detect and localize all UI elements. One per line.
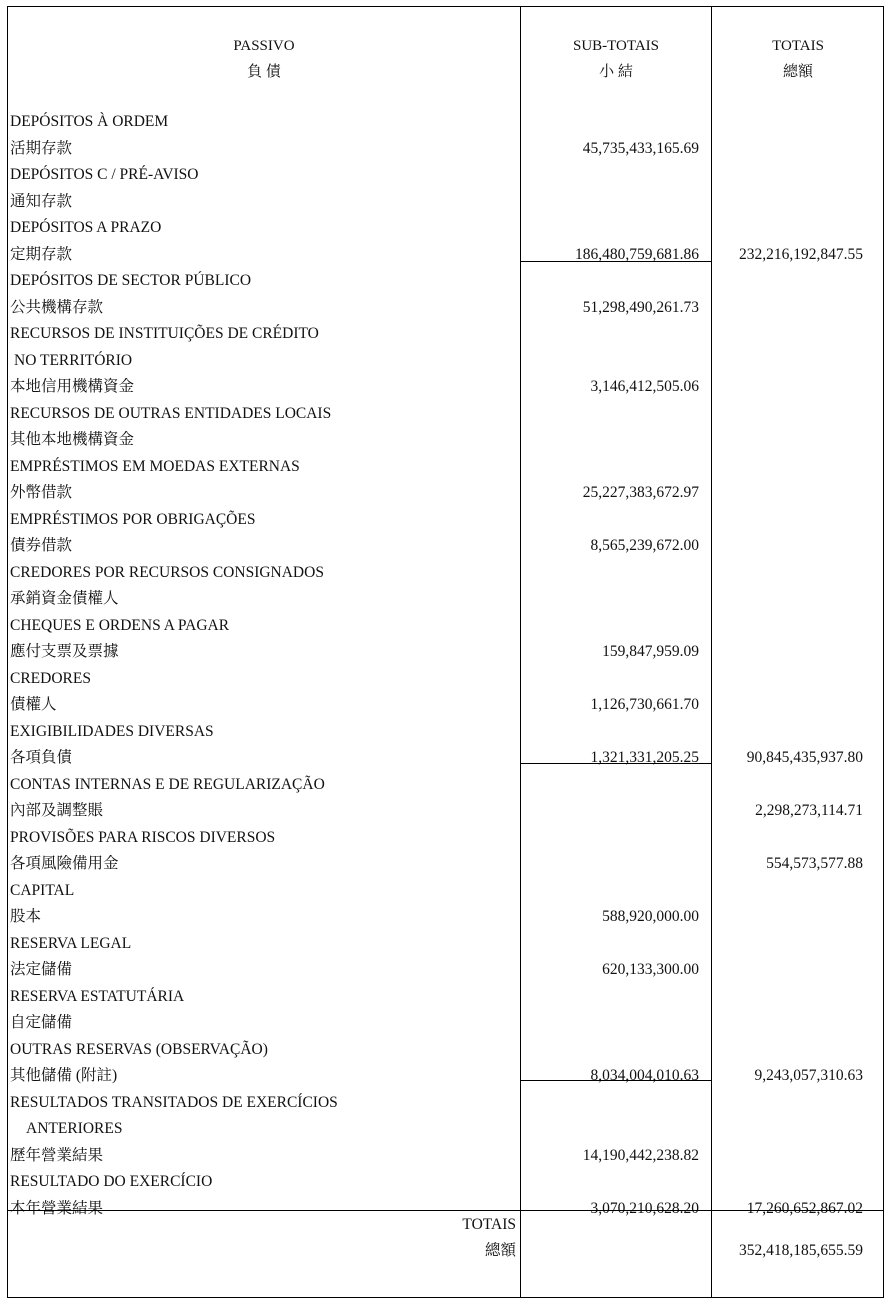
- row-label: 通知存款: [10, 193, 73, 210]
- table-row: [0, 507, 892, 533]
- total-value: 232,216,192,847.55: [739, 246, 863, 263]
- row-label: 債券借款: [10, 537, 73, 554]
- row-label: 活期存款: [10, 140, 73, 157]
- row-label: CREDORES POR RECURSOS CONSIGNADOS: [10, 564, 324, 581]
- row-label: CONTAS INTERNAS E DE REGULARIZAÇÃO: [10, 776, 325, 793]
- row-label: NO TERRITÓRIO: [14, 352, 133, 369]
- row-label: 應付支票及票據: [10, 643, 119, 660]
- row-label: 承銷資金債權人: [10, 590, 119, 607]
- table-row: [0, 401, 892, 427]
- header-passivo: [8, 33, 520, 85]
- total-value: 554,573,577.88: [766, 855, 863, 872]
- table-row: [0, 984, 892, 1010]
- subtotal-value: 3,070,210,628.20: [590, 1200, 699, 1217]
- table-row: [0, 931, 892, 957]
- row-label: DEPÓSITOS C / PRÉ-AVISO: [10, 166, 199, 183]
- row-label: RESERVA ESTATUTÁRIA: [10, 988, 185, 1005]
- header-passivo-pt: PASSIVO: [233, 38, 295, 54]
- subtotal-value: 3,146,412,505.06: [590, 378, 699, 395]
- table-row: [0, 560, 892, 586]
- table-row: [0, 878, 892, 904]
- row-label: 其他儲備 (附註): [10, 1067, 118, 1084]
- table-row: [0, 533, 892, 559]
- subtotal-value: 159,847,959.09: [602, 643, 699, 660]
- subtotal-value: 25,227,383,672.97: [582, 484, 699, 501]
- table-row: [0, 639, 892, 665]
- table-row: [0, 1037, 892, 1063]
- table-row: [0, 1196, 892, 1222]
- row-label: DEPÓSITOS DE SECTOR PÚBLICO: [10, 272, 252, 289]
- table-row: [0, 136, 892, 162]
- row-label: 定期存款: [10, 246, 73, 263]
- table-row: [0, 189, 892, 215]
- total-value: 17,260,652,867.02: [746, 1200, 863, 1217]
- table-row: [0, 215, 892, 241]
- table-row: [0, 374, 892, 400]
- header-subtotais-pt: SUB-TOTAIS: [572, 38, 660, 54]
- table-row: [0, 321, 892, 347]
- rule-line: [521, 261, 711, 262]
- table-row: [0, 1116, 892, 1142]
- table-row: [0, 109, 892, 135]
- table-row: [0, 268, 892, 294]
- table-row: [0, 1143, 892, 1169]
- table-row: [0, 745, 892, 771]
- row-label: 法定儲備: [10, 961, 73, 978]
- row-label: RESERVA LEGAL: [10, 935, 132, 952]
- table-row: [0, 1010, 892, 1036]
- table-row: [0, 1063, 892, 1089]
- table-row: [0, 242, 892, 268]
- row-label: EXIGIBILIDADES DIVERSAS: [10, 723, 214, 740]
- row-label: 各項風險備用金: [10, 855, 119, 872]
- row-label: PROVISÕES PARA RISCOS DIVERSOS: [10, 829, 276, 846]
- total-value: 90,845,435,937.80: [746, 749, 863, 766]
- subtotal-value: 620,133,300.00: [602, 961, 699, 978]
- row-label: DEPÓSITOS À ORDEM: [10, 113, 169, 130]
- subtotal-value: 186,480,759,681.86: [575, 246, 699, 263]
- row-label: RESULTADOS TRANSITADOS DE EXERCÍCIOS: [10, 1094, 338, 1111]
- row-label: CAPITAL: [10, 882, 75, 899]
- row-label: CREDORES: [10, 670, 91, 687]
- row-label: RESULTADO DO EXERCÍCIO: [10, 1173, 213, 1190]
- table-row: [0, 295, 892, 321]
- subtotal-value: 45,735,433,165.69: [582, 140, 699, 157]
- table-row: [0, 904, 892, 930]
- grand-total-label-pt: TOTAIS: [462, 1216, 516, 1233]
- table-row: [0, 613, 892, 639]
- table-row: [0, 825, 892, 851]
- table-row: [0, 1169, 892, 1195]
- subtotal-value: 588,920,000.00: [602, 908, 699, 925]
- table-row: [0, 692, 892, 718]
- row-label: ANTERIORES: [26, 1120, 123, 1137]
- subtotal-value: 8,034,004,010.63: [590, 1067, 699, 1084]
- total-value: 9,243,057,310.63: [754, 1067, 863, 1084]
- row-label: 其他本地機構資金: [10, 431, 135, 448]
- header-totais-zh: 總額: [782, 64, 813, 80]
- row-label: 歷年營業結果: [10, 1147, 104, 1164]
- row-label: RECURSOS DE INSTITUIÇÕES DE CRÉDITO: [10, 325, 319, 342]
- table-row: [0, 1090, 892, 1116]
- header-totais: [712, 33, 884, 85]
- row-label: DEPÓSITOS A PRAZO: [10, 219, 162, 236]
- subtotal-value: 51,298,490,261.73: [582, 299, 699, 316]
- rule-line: [521, 763, 711, 764]
- header-totais-pt: TOTAIS: [772, 38, 824, 54]
- row-label: 各項負債: [10, 749, 73, 766]
- table-row: [0, 772, 892, 798]
- table-row: [0, 480, 892, 506]
- table-row: [0, 957, 892, 983]
- grand-total-label-zh: 總額: [484, 1242, 516, 1259]
- total-value: 2,298,273,114.71: [755, 802, 863, 819]
- row-label: EMPRÉSTIMOS EM MOEDAS EXTERNAS: [10, 458, 300, 475]
- row-label: RECURSOS DE OUTRAS ENTIDADES LOCAIS: [10, 405, 332, 422]
- row-label: 本年營業結果: [10, 1200, 104, 1217]
- row-label: 外幣借款: [10, 484, 73, 501]
- row-label: EMPRÉSTIMOS POR OBRIGAÇÕES: [10, 511, 256, 528]
- row-label: 股本: [10, 908, 42, 925]
- row-label: 內部及調整賬: [10, 802, 104, 819]
- header-subtotais: [521, 33, 711, 85]
- subtotal-value: 8,565,239,672.00: [590, 537, 699, 554]
- table-row: [0, 719, 892, 745]
- rule-line: [8, 1210, 884, 1211]
- header-passivo-zh: 負 債: [247, 64, 281, 80]
- subtotal-value: 14,190,442,238.82: [582, 1147, 699, 1164]
- table-row: [0, 666, 892, 692]
- table-row: [0, 851, 892, 877]
- table-row: [0, 586, 892, 612]
- header-subtotais-zh: 小 結: [599, 64, 633, 80]
- table-row: [0, 348, 892, 374]
- row-label: 自定儲備: [10, 1014, 73, 1031]
- table-row: [0, 798, 892, 824]
- row-label: OUTRAS RESERVAS (OBSERVAÇÃO): [10, 1041, 268, 1058]
- table-row: [0, 454, 892, 480]
- table-row: [0, 162, 892, 188]
- subtotal-value: 1,321,331,205.25: [590, 749, 699, 766]
- row-label: 本地信用機構資金: [10, 378, 135, 395]
- row-label: CHEQUES E ORDENS A PAGAR: [10, 617, 230, 634]
- grand-total-value: 352,418,185,655.59: [739, 1242, 863, 1259]
- table-row: [0, 427, 892, 453]
- rule-line: [521, 1080, 711, 1081]
- subtotal-value: 1,126,730,661.70: [590, 696, 699, 713]
- row-label: 公共機構存款: [10, 299, 104, 316]
- row-label: 債權人: [10, 696, 57, 713]
